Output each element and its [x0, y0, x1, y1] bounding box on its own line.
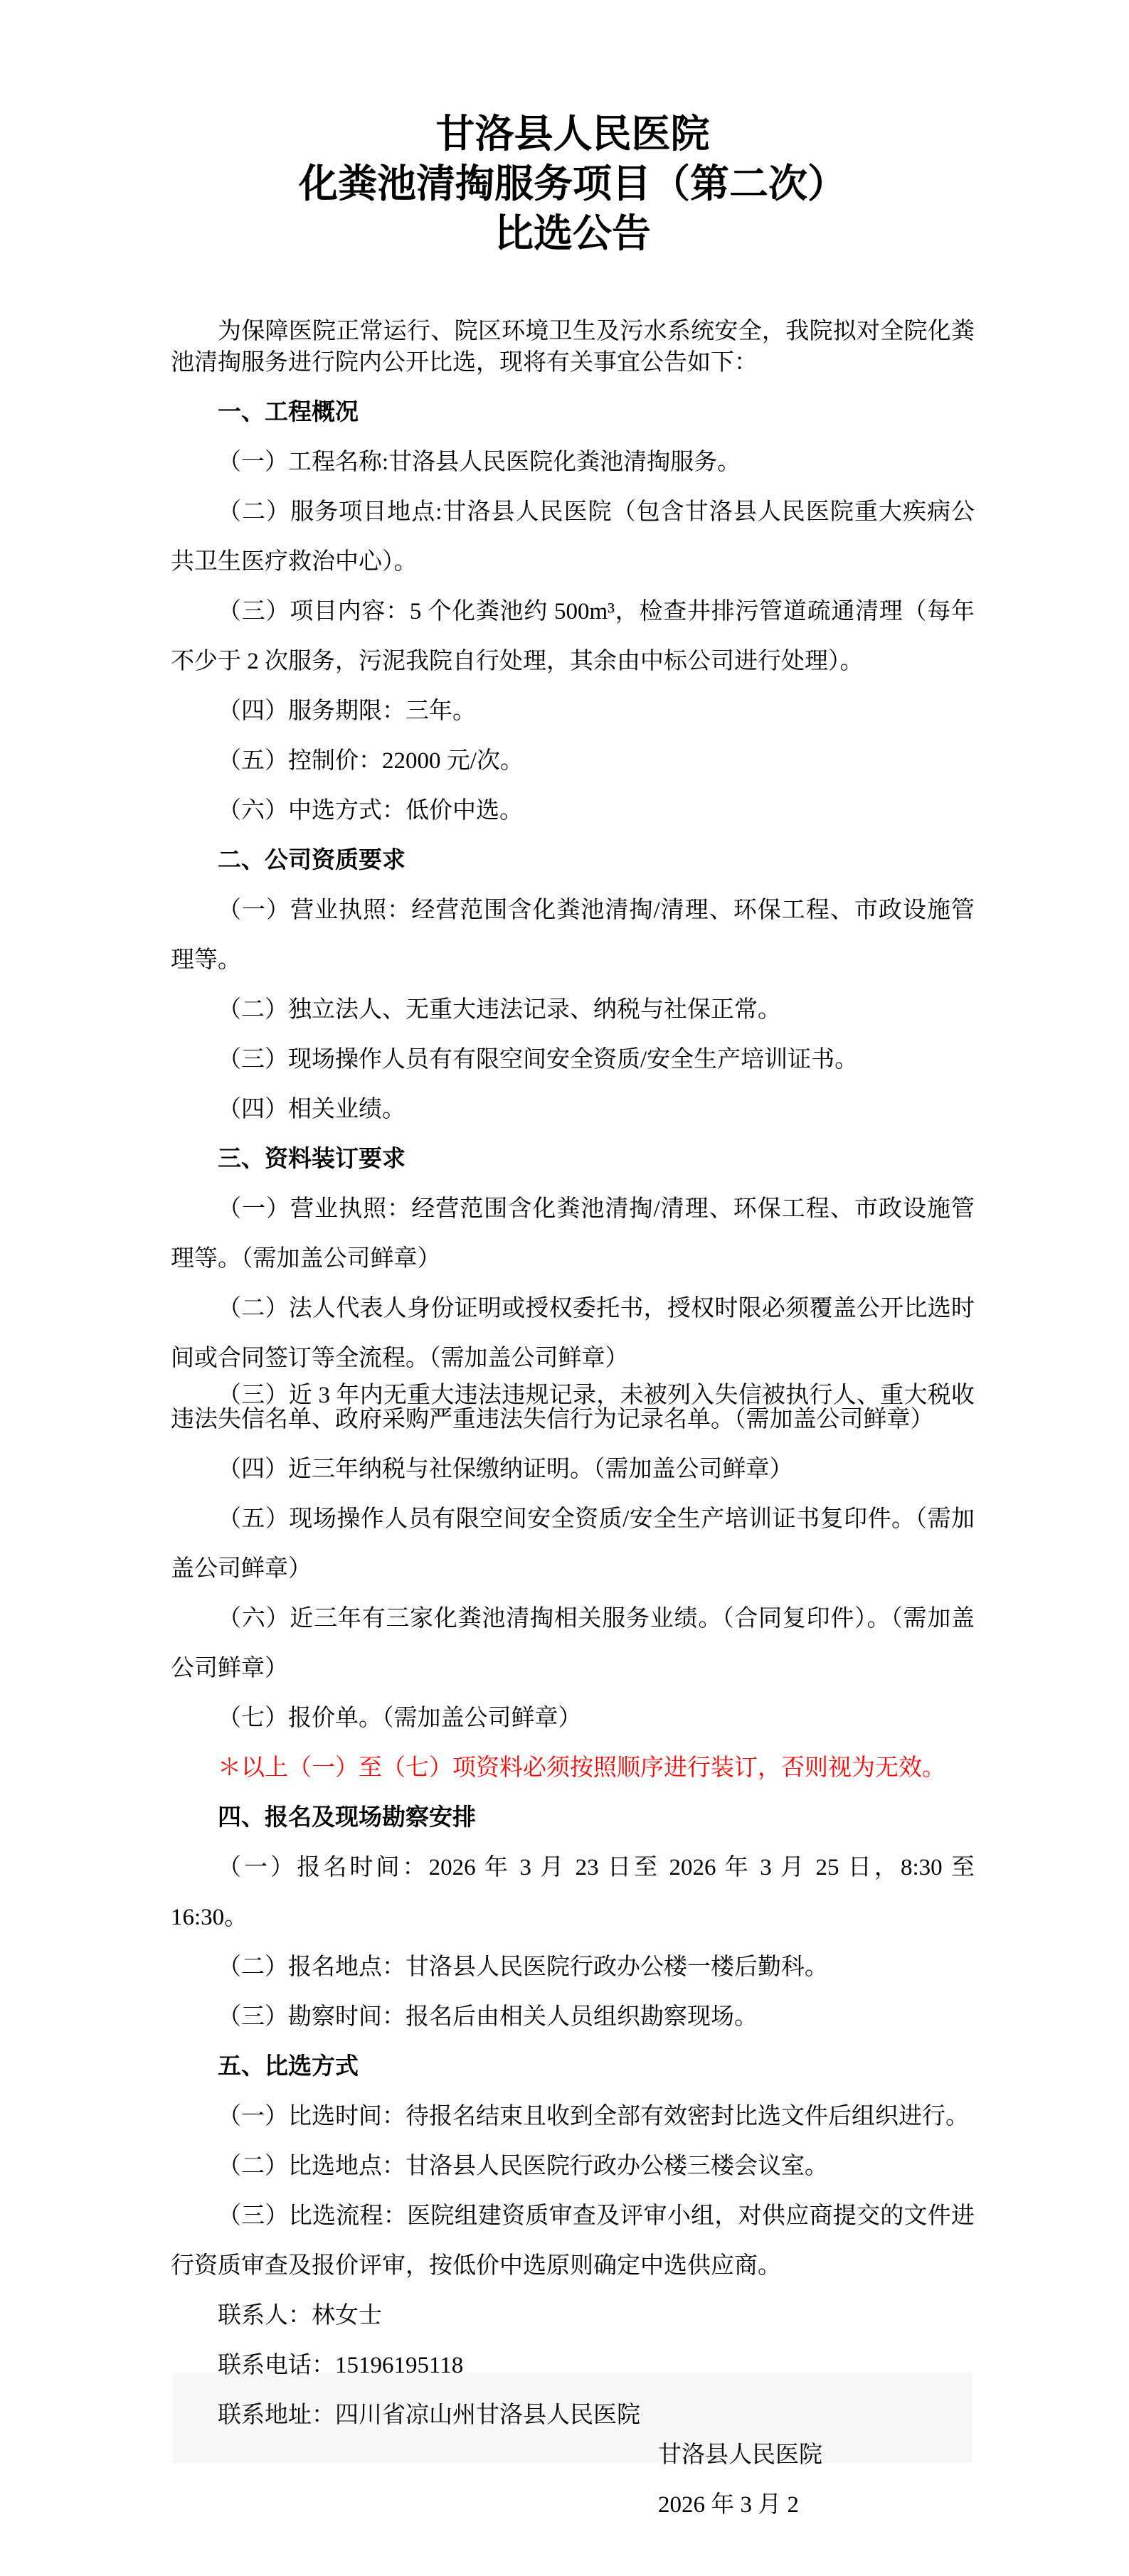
section-2-item-1: （一）营业执照：经营范围含化粪池清掏/清理、环保工程、市政设施管理等。 — [171, 898, 975, 973]
section-5-item-2: （二）比选地点：甘洛县人民医院行政办公楼三楼会议室。 — [218, 2154, 828, 2179]
section-1-item-5: （五）控制价：22000 元/次。 — [218, 748, 524, 774]
signature-date: 2026 年 3 月 2 — [658, 2492, 799, 2518]
section-2-item-3: （三）现场操作人员有有限空间安全资质/安全生产培训证书。 — [218, 1047, 859, 1073]
document-content — [171, 0, 975, 2530]
section-4-item-1: （一）报名时间：2026 年 3 月 23 日至 2026 年 3 月 25 日，8:30 至 16:30。 — [171, 1855, 975, 1930]
section-1-heading: 一、工程概况 — [218, 400, 359, 425]
section-5-heading: 五、比选方式 — [218, 2054, 359, 2080]
section-3-item-1: （一）营业执照：经营范围含化粪池清掏/清理、环保工程、市政设施管理等。（需加盖公司鲜章） — [171, 1196, 975, 1272]
section-5-item-3: （三）比选流程：医院组建资质审查及评审小组，对供应商提交的文件进行资质审查及报价评审，按低价中选原则确定中选供应商。 — [171, 2203, 975, 2279]
section-1-item-2: （二）服务项目地点:甘洛县人民医院（包含甘洛县人民医院重大疾病公共卫生医疗救治中心）。 — [171, 499, 975, 575]
contact-person: 联系人：林女士 — [218, 2303, 382, 2328]
section-1-item-3: （三）项目内容：5 个化粪池约 500m³，检查井排污管道疏通清理（每年不少于 2 次服务，污泥我院自行处理，其余由中标公司进行处理）。 — [171, 599, 975, 674]
title-line-2: 化粪池清掏服务项目（第二次） — [298, 162, 847, 206]
section-1-item-6: （六）中选方式：低价中选。 — [218, 798, 523, 824]
section-2-heading: 二、公司资质要求 — [218, 848, 406, 873]
section-3-item-2: （二）法人代表人身份证明或授权委托书，授权时限必须覆盖公开比选时间或合同签订等全流程。（需加盖公司鲜章） — [171, 1296, 975, 1371]
intro-paragraph: 为保障医院正常运行、院区环境卫生及污水系统安全，我院拟对全院化粪池清掏服务进行院内公开比选，现将有关事宜公告如下： — [171, 319, 975, 376]
section-2-item-4: （四）相关业绩。 — [218, 1097, 406, 1122]
section-3-item-3: （三）近 3 年内无重大违法违规记录，未被列入失信被执行人、重大税收违法失信名单、政府采购严重违法失信行为记录名单。（需加盖公司鲜章） — [171, 1383, 975, 1432]
section-2-item-2: （二）独立法人、无重大违法记录、纳税与社保正常。 — [218, 997, 781, 1023]
section-4-heading: 四、报名及现场勘察安排 — [218, 1805, 476, 1831]
title-line-1: 甘洛县人民医院 — [435, 112, 710, 156]
signature-block — [171, 2430, 975, 2530]
section-3-item-7: （七）报价单。（需加盖公司鲜章） — [218, 1705, 582, 1731]
document-title — [171, 0, 975, 259]
section-3-item-5: （五）现场操作人员有限空间安全资质/安全生产培训证书复印件。（需加盖公司鲜章） — [171, 1506, 975, 1582]
section-3-heading: 三、资料装订要求 — [218, 1146, 406, 1172]
section-3-item-6: （六）近三年有三家化粪池清掏相关服务业绩。（合同复印件）。（需加盖公司鲜章） — [171, 1606, 975, 1681]
section-3-item-4: （四）近三年纳税与社保缴纳证明。（需加盖公司鲜章） — [218, 1457, 793, 1482]
binding-order-note: ＊以上（一）至（七）项资料必须按照顺序进行装订，否则视为无效。 — [218, 1755, 945, 1781]
title-line-3: 比选公告 — [494, 212, 651, 255]
contact-phone: 联系电话：15196195118 — [218, 2353, 464, 2378]
section-4-item-3: （三）勘察时间：报名后由相关人员组织勘察现场。 — [218, 2004, 758, 2030]
section-5-item-1: （一）比选时间：待报名结束且收到全部有效密封比选文件后组织进行。 — [218, 2104, 969, 2129]
section-4-item-2: （二）报名地点：甘洛县人民医院行政办公楼一楼后勤科。 — [218, 1954, 828, 1980]
section-1-item-1: （一）工程名称:甘洛县人民医院化粪池清掏服务。 — [218, 449, 741, 475]
signature-organization: 甘洛县人民医院 — [658, 2442, 822, 2468]
section-1-item-4: （四）服务期限：三年。 — [218, 698, 476, 724]
contact-address: 联系地址：四川省凉山州甘洛县人民医院 — [218, 2402, 640, 2428]
